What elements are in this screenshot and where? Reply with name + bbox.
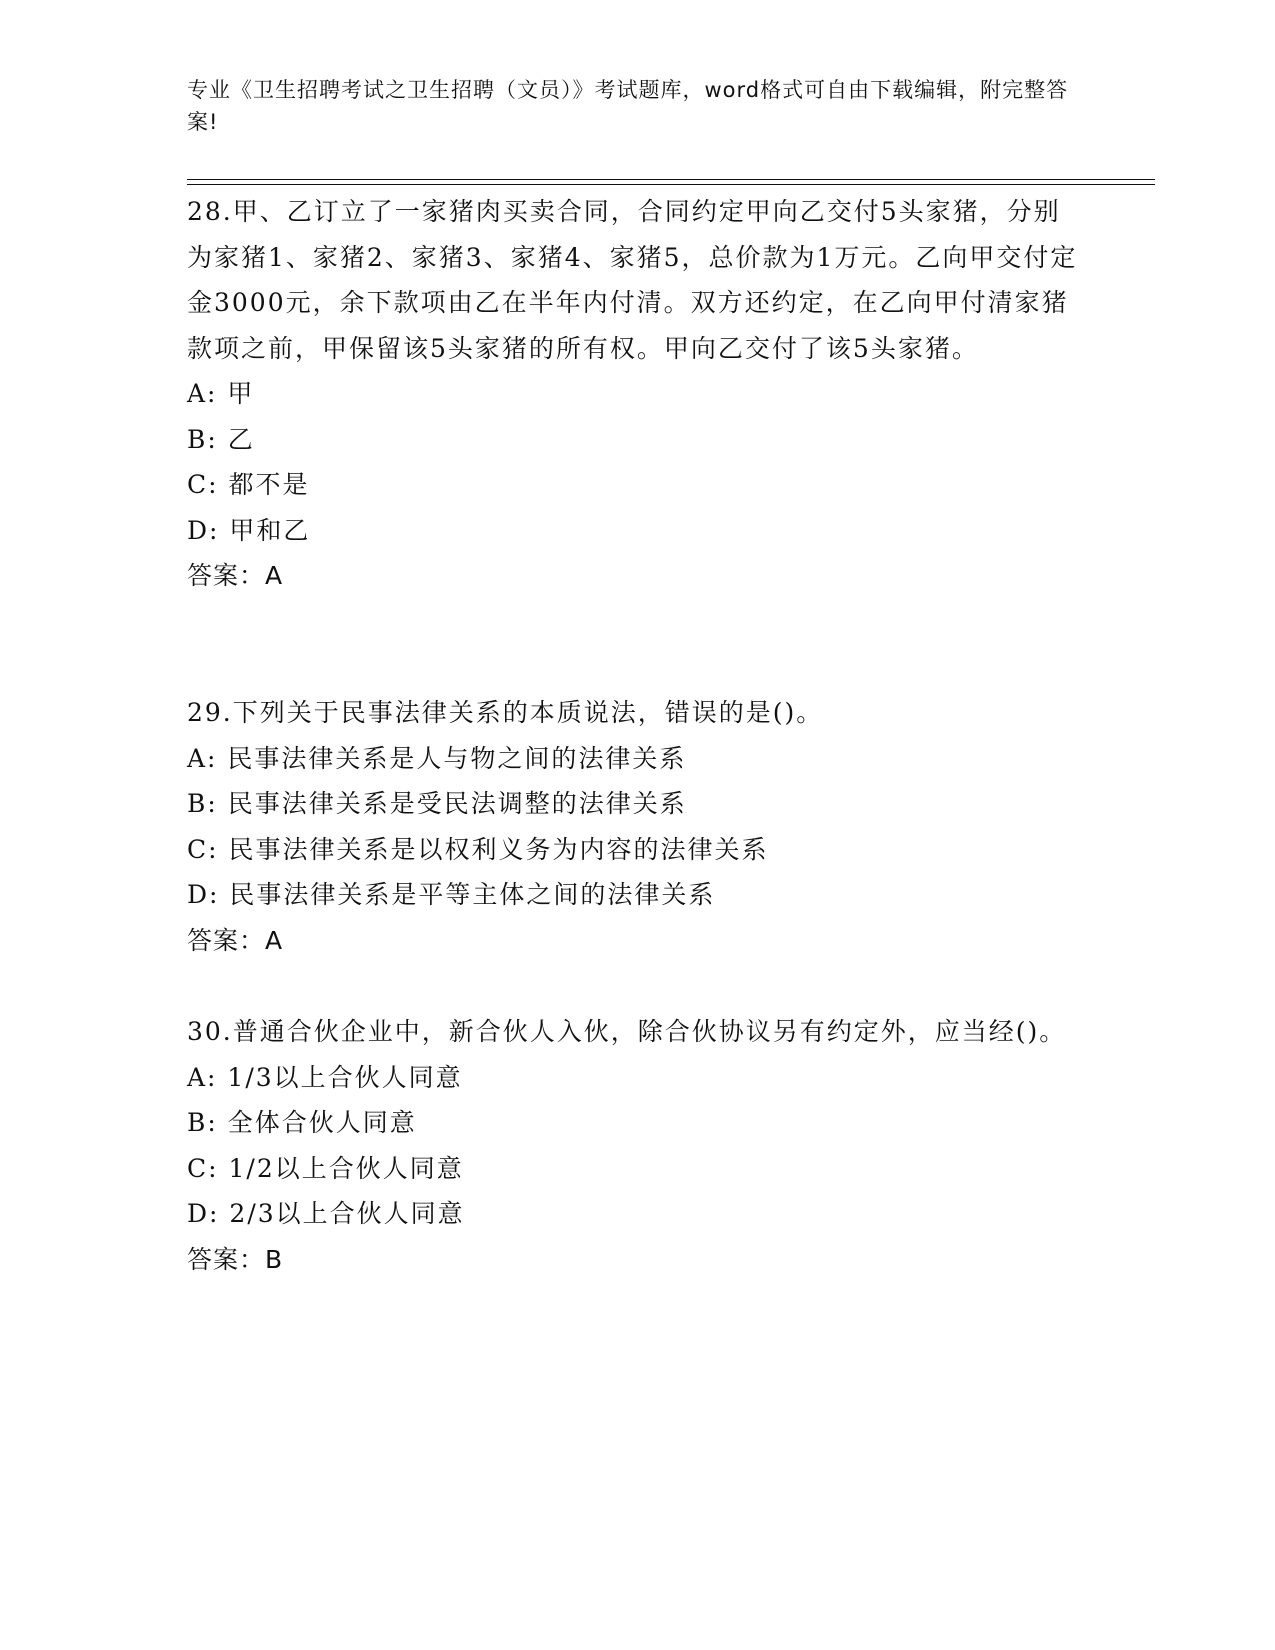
- question-29: [187, 690, 1087, 963]
- question-stem: 29.下列关于民事法律关系的本质说法，错误的是()。: [187, 698, 824, 727]
- option-c: C: 1/2以上合伙人同意: [187, 1153, 464, 1183]
- answer: 答案：A: [187, 925, 284, 955]
- header-divider-top: [187, 179, 1155, 180]
- answer: 答案：B: [187, 1244, 284, 1274]
- option-c: C: 都不是: [187, 470, 310, 499]
- option-a: A: 甲: [187, 379, 255, 408]
- option-b: B: 乙: [187, 424, 255, 454]
- option-b: B: 民事法律关系是受民法调整的法律关系: [187, 789, 687, 818]
- option-c: C: 民事法律关系是以权利义务为内容的法律关系: [187, 834, 769, 864]
- option-b: B: 全体合伙人同意: [187, 1108, 417, 1137]
- question-30: [187, 1009, 1087, 1282]
- question-stem: 28.甲、乙订立了一家猪肉买卖合同，合同约定甲向乙交付5头家猪，分别为家猪1、家猪2、家猪3、家猪4、家猪5，总价款为1万元。乙向甲交付定金3000元，余下款项由乙在半年内付清。双方还约定，在乙向甲付清家猪款项之前，甲保留该5头家猪的所有权。甲向乙交付了该5头家猪。: [187, 197, 1078, 363]
- option-d: D: 2/3以上合伙人同意: [187, 1199, 465, 1228]
- header-text: 专业《卫生招聘考试之卫生招聘（文员）》考试题库，word格式可自由下载编辑，附完整答案!: [187, 78, 1069, 134]
- header-divider-bottom: [187, 184, 1155, 185]
- question-28: [187, 189, 1087, 599]
- document-header: [187, 74, 1087, 138]
- question-stem: 30.普通合伙企业中，新合伙人入伙，除合伙协议另有约定外，应当经()。: [187, 1017, 1067, 1046]
- option-d: D: 甲和乙: [187, 515, 311, 545]
- option-a: A: 1/3以上合伙人同意: [187, 1062, 463, 1092]
- option-d: D: 民事法律关系是平等主体之间的法律关系: [187, 880, 716, 909]
- answer: 答案：A: [187, 561, 284, 590]
- option-a: A: 民事法律关系是人与物之间的法律关系: [187, 743, 687, 773]
